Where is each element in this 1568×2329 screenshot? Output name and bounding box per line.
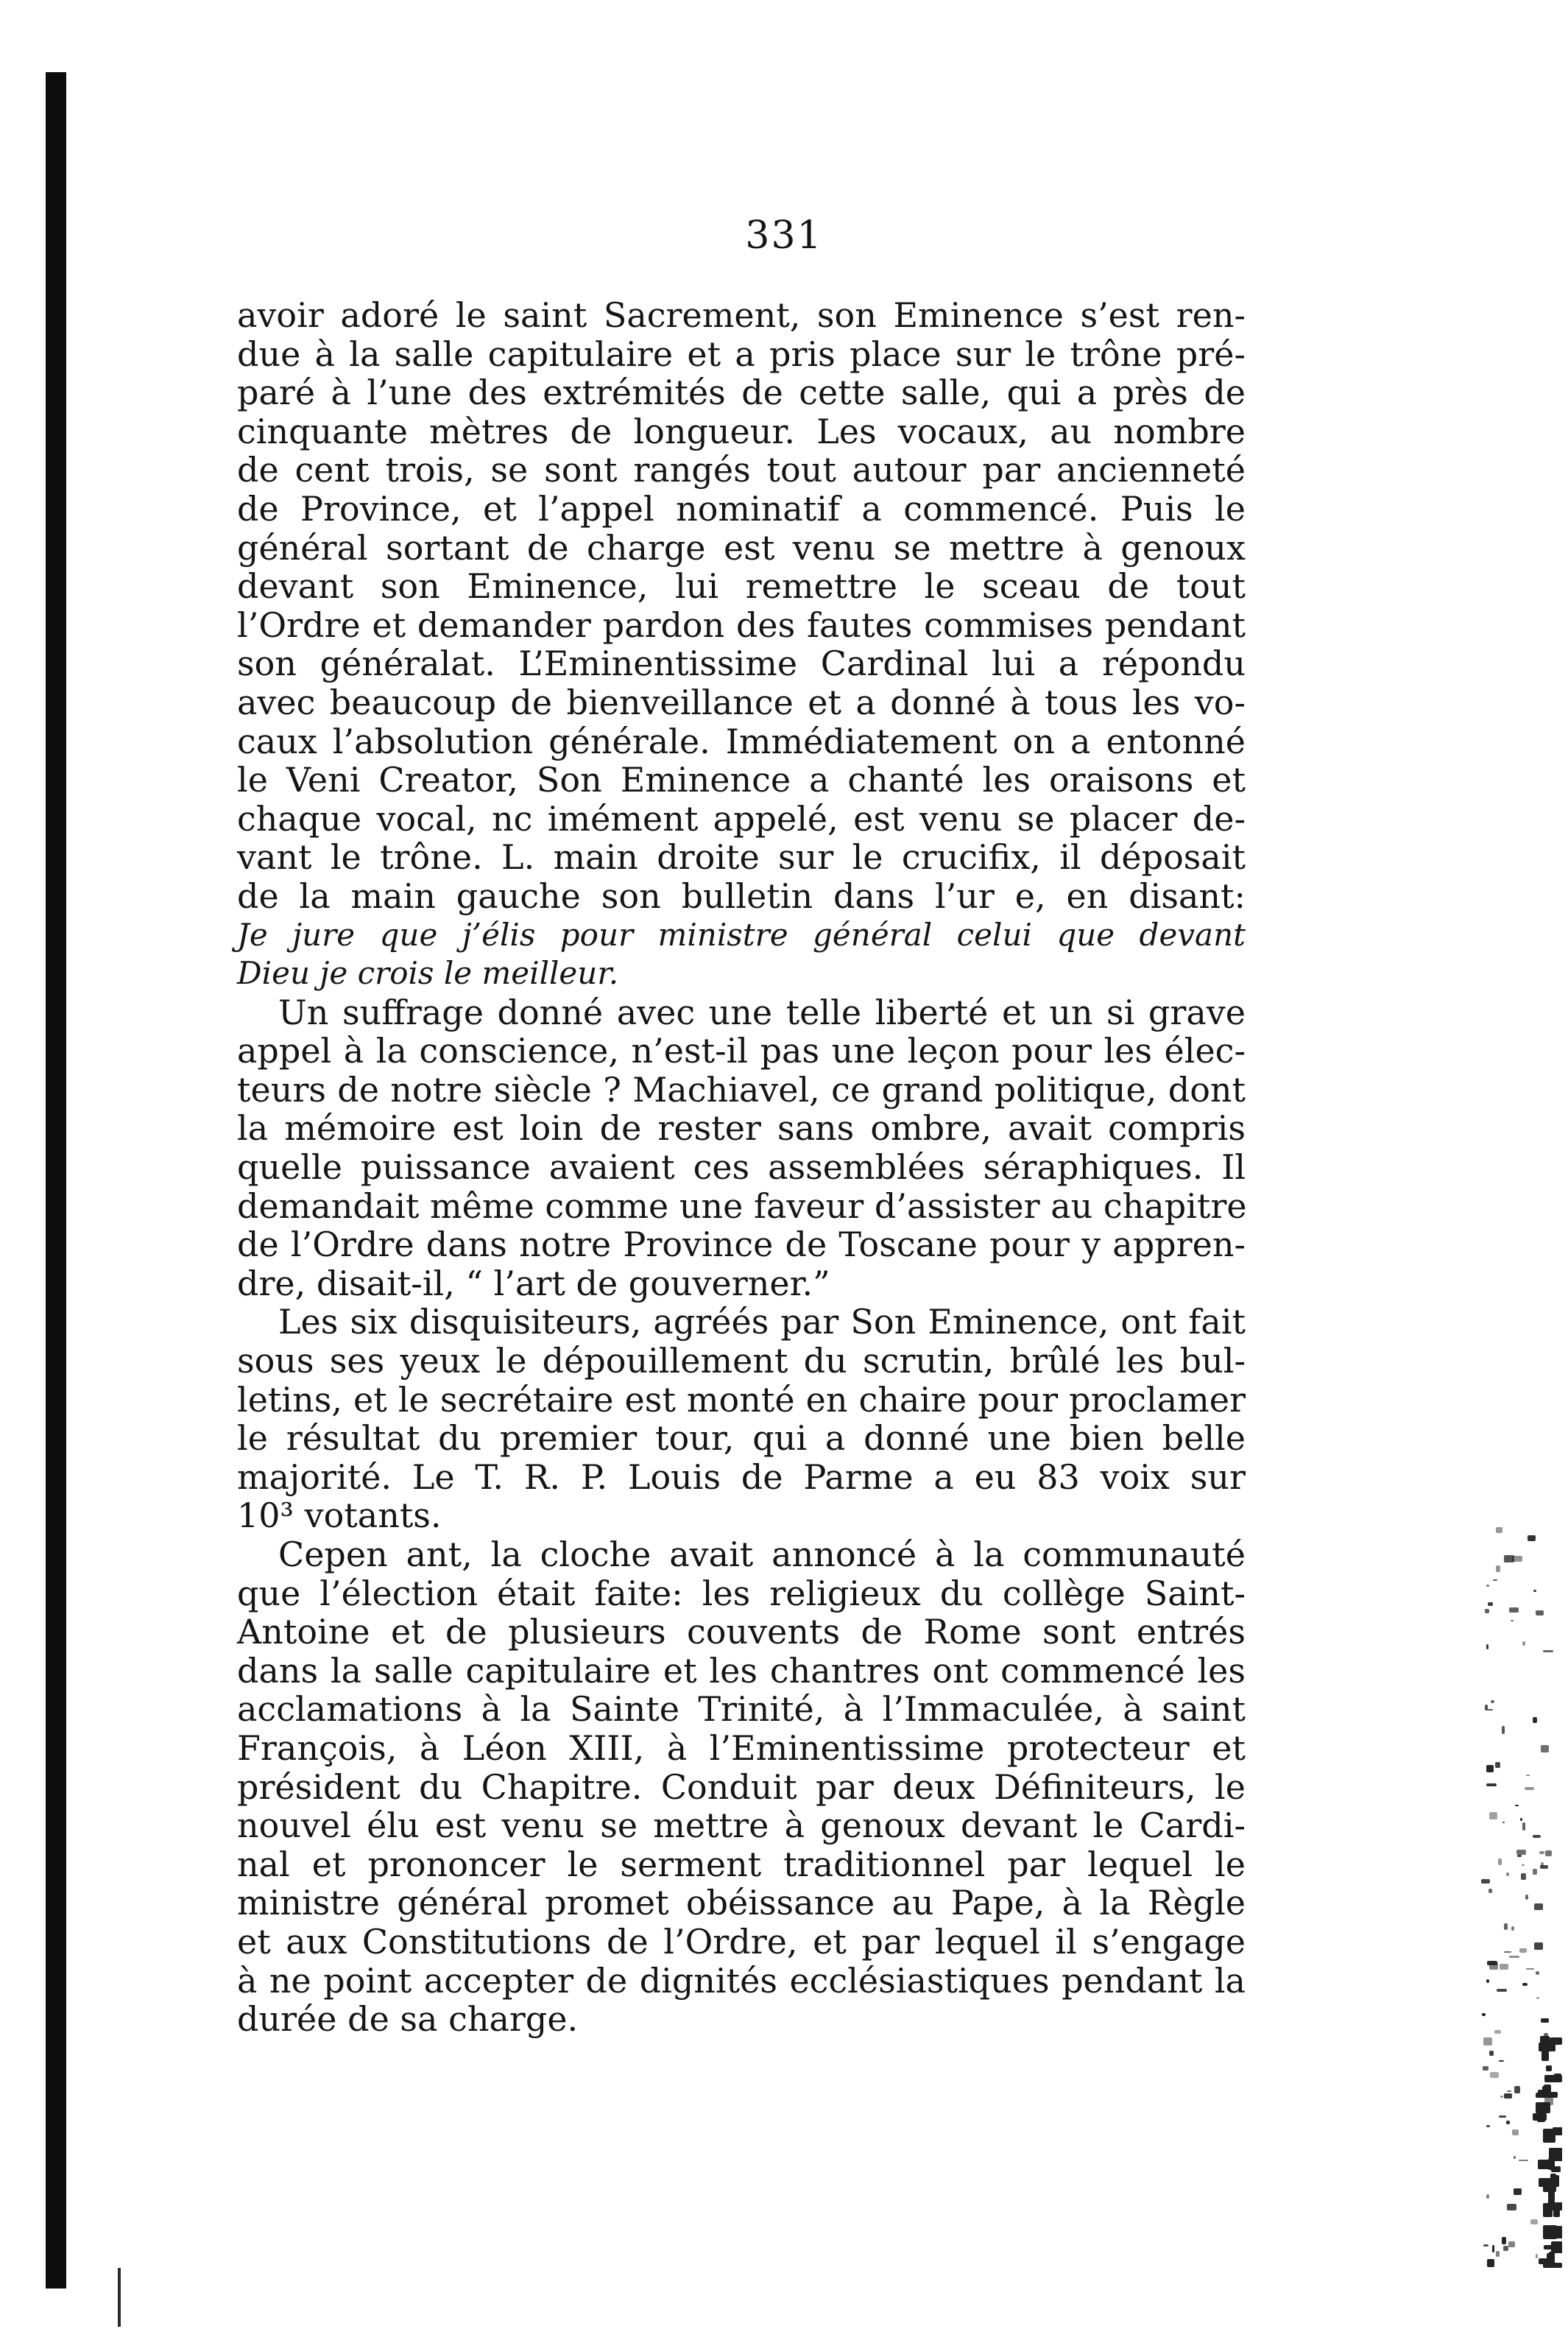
text-line: son généralat. L’Eminentissime Cardinal lui a répondu [237,644,1246,684]
text-line: 10³ votants. [237,1495,442,1536]
text-line: de la main gauche son bulletin dans l’ur e, en disant: [237,875,1246,916]
scan-speck [1504,1923,1508,1930]
scan-speck [1539,1851,1544,1854]
text-line: durée de sa charge. [237,1999,579,2040]
scan-speck [1489,1812,1497,1819]
scan-speck [1553,2210,1560,2217]
scan-speck [1554,2073,1561,2078]
scan-speck [1488,1889,1492,1893]
scan-speck [1500,1964,1508,1970]
scan-speck [1521,1873,1526,1880]
scan-speck [1536,2254,1538,2258]
scan-speck [1486,1979,1489,1983]
scan-speck [1546,2065,1552,2071]
scan-speck [1503,2246,1508,2251]
scan-speck [1498,1858,1502,1865]
scan-speck [1488,1602,1493,1606]
scan-speck [1536,1971,1539,1975]
text-line: Dieu je crois le meilleur. [237,955,619,992]
scan-speck [1530,2219,1538,2224]
scan-speck [1499,2060,1504,2062]
body-text [237,296,1246,2039]
text-line: Cepen ant, la cloche avait annoncé à la communauté [278,1535,1246,1574]
scan-speck [1500,2096,1503,2098]
scan-speck [1504,1555,1514,1562]
scan-speck [1482,2013,1486,2016]
scan-speck [1534,1942,1543,1950]
scan-speck [1495,1762,1500,1768]
scan-speck [1489,2051,1494,2056]
scan-speck [1514,2188,1522,2195]
scan-speck [1540,1865,1548,1869]
text-line: général sortant de charge est venu se mettre à genoux [237,527,1246,568]
scan-speck [1496,1565,1500,1572]
text-line: le résultat du premier tour, qui a donné une bien belle [237,1418,1246,1459]
text-line: Un suffrage donné avec une telle liberté et un si grave [278,992,1246,1032]
scan-speck [1533,1869,1537,1875]
scan-speck [1486,2125,1490,2127]
scan-speck [1520,1818,1522,1821]
text-line: Antoine et de plusieurs couvents de Rome sont entrés [237,1612,1246,1652]
scan-speck [1504,1951,1511,1953]
scan-speck [1486,1644,1488,1649]
scan-speck [1506,2121,1510,2124]
binding-edge-shadow [46,72,66,2289]
scan-speck [1536,1997,1539,1999]
scan-speck [1491,1700,1494,1703]
text-line: de Province, et l’appel nominatif a commencé. Puis le [237,488,1246,529]
scan-speck [1537,2115,1545,2122]
text-line: dre, disait-il, “ l’art de gouverner.” [237,1263,830,1303]
text-line: teurs de notre siècle ? Machiavel, ce grand politique, dont [237,1069,1246,1110]
scan-speck [1533,1590,1536,1592]
text-line: acclamations à la Sainte Trinité, à l’Immaculée, à saint [237,1689,1246,1730]
scan-speck [1489,1962,1498,1970]
scan-speck [1486,1585,1489,1587]
scan-speck [1528,1535,1536,1541]
scan-speck [1487,2259,1494,2267]
text-line: majorité. Le T. R. P. Louis de Parme a eu 83 voix sur [237,1456,1246,1497]
page-edge-noise [1481,1517,1562,2275]
scan-speck [1543,2225,1557,2239]
scan-speck [1552,2175,1559,2187]
scan-speck [1541,2018,1549,2023]
scan-speck [1541,2048,1549,2061]
scan-speck [1540,2036,1550,2049]
scan-speck [1522,1641,1525,1646]
scan-speck [1545,1850,1552,1856]
text-line: à ne point accepter de dignités ecclésiastiques pendant la [237,1960,1246,2001]
scan-speck [1497,1989,1507,1992]
scan-speck [1516,1850,1526,1855]
scan-speck [1492,2245,1494,2252]
scan-speck [1512,2129,1519,2135]
scan-speck [1496,2251,1500,2257]
page-number: 331 [745,214,823,258]
scan-speck [1517,1855,1522,1857]
scan-speck [1533,1835,1541,1838]
text-line: François, à Léon XIII, à l’Eminentissime protecteur et [237,1727,1246,1768]
text-line: et aux Constitutions de l’Ordre, et par lequel il s’engage [237,1921,1246,1962]
scan-speck [1499,2115,1506,2118]
scan-speck [1507,2204,1516,2210]
scan-speck [1525,1787,1534,1790]
scan-speck [1486,1765,1494,1772]
scan-speck [1536,2102,1550,2113]
text-line: paré à l’une des extrémités de cette salle, qui a près de [237,373,1246,413]
text-line: devant son Eminence, lui remettre le sceau de tout [237,566,1246,607]
scan-speck [1487,1709,1493,1710]
text-line: avoir adoré le saint Sacrement, son Eminence s’est ren- [237,295,1246,335]
scan-speck [1483,2066,1488,2071]
text-line: avec beaucoup de bienveillance et a donné à tous les vo- [237,682,1246,722]
text-line: président du Chapitre. Conduit par deux Définiteurs, le [237,1766,1246,1807]
scan-speck [1526,1775,1530,1776]
scan-speck [1549,2148,1562,2161]
scan-speck [1514,2156,1516,2159]
text-line: vant le trône. L. main droite sur le crucifix, il déposait [237,837,1246,878]
text-line: chaque vocal, nc imément appelé, est venu se placer de- [237,798,1246,839]
scan-speck [1511,1926,1514,1931]
scan-speck [1542,2086,1551,2094]
scan-speck [1509,1607,1519,1613]
text-line: la mémoire est loin de rester sans ombre, avait compris [237,1108,1246,1149]
text-line: de l’Ordre dans notre Province de Toscane pour y appren- [237,1225,1246,1265]
scan-speck [1486,2194,1489,2199]
scan-speck [1543,1650,1553,1652]
text-line: que l’élection était faite: les religieux du collège Saint- [237,1573,1246,1613]
text-line: l’Ordre et demander pardon des fautes commises pendant [237,605,1246,645]
scan-speck [1514,2086,1520,2093]
text-line: dans la salle capitulaire et les chantres ont commencé les [237,1650,1246,1691]
scan-speck [1533,1717,1537,1723]
scan-speck [1522,1864,1525,1866]
scan-speck [1490,2072,1499,2078]
text-line: quelle puissance avaient ces assemblées séraphiques. Il [237,1147,1246,1188]
scan-speck [1534,1903,1543,1910]
scan-speck [1522,1983,1528,1986]
scan-speck [1496,1527,1502,1533]
binding-edge-mark [118,2268,121,2327]
scan-speck [1543,2263,1562,2268]
scan-speck [1511,1620,1514,1621]
scan-speck [1526,1968,1534,1970]
text-line: le Veni Creator, Son Eminence a chanté les oraisons et [237,760,1246,800]
scan-speck [1502,2237,1506,2244]
text-line: Les six disquisiteurs, agréés par Son Eminence, ont fait [278,1302,1246,1342]
text-line: letins, et le secrétaire est monté en chaire pour proclamer [237,1379,1246,1420]
scan-speck [1536,1610,1544,1615]
scan-speck [1493,1579,1497,1581]
scan-speck [1506,1872,1509,1876]
scan-speck [1507,2090,1511,2092]
scan-speck [1547,2253,1553,2263]
text-line: Je jure que j’élis pour ministre général celui que devant [237,916,1246,953]
scan-speck [1525,1895,1528,1900]
scan-speck [1483,2244,1488,2247]
scan-speck [1551,2241,1562,2253]
scan-speck [1485,1705,1488,1710]
scan-speck [1485,1609,1489,1613]
scan-speck [1486,1783,1497,1786]
text-line: nal et prononcer le serment traditionnel par lequel le [237,1844,1246,1884]
scan-speck [1519,1948,1527,1953]
scan-speck [1547,2202,1562,2210]
scan-speck [1522,1822,1525,1831]
scan-speck [1515,1805,1519,1806]
scan-speck [1543,2129,1555,2143]
text-line: sous ses yeux le dépouillement du scrutin, brûlé les bul- [237,1341,1246,1381]
scan-speck [1483,2037,1492,2046]
scan-speck [1519,2160,1528,2161]
text-line: cinquante mètres de longueur. Les vocaux, au nombre [237,411,1246,451]
text-line: nouvel élu est venu se mettre à genoux devant le Cardi- [237,1805,1246,1846]
text-line: ministre général promet obéissance au Pape, à la Règle [237,1883,1246,1923]
scan-speck [1543,2186,1556,2192]
text-line: caux l’absolution générale. Immédiatement on a entonné [237,721,1246,761]
scan-speck [1508,2241,1515,2247]
text-line: due à la salle capitulaire et a pris place sur le trône pré- [237,334,1246,374]
scan-speck [1481,1879,1490,1884]
text-line: appel à la conscience, n’est-il pas une leçon pour les élec- [237,1031,1246,1071]
scan-speck [1502,1822,1505,1823]
scan-speck [1502,1726,1505,1734]
scan-speck [1509,1956,1519,1958]
scan-speck [1494,2030,1501,2034]
text-line: demandait même comme une faveur d’assister au chapitre [237,1185,1247,1226]
scan-speck [1504,2093,1512,2099]
scan-speck [1541,1745,1549,1752]
text-line: de cent trois, se sont rangés tout autour par ancienneté [237,450,1246,490]
